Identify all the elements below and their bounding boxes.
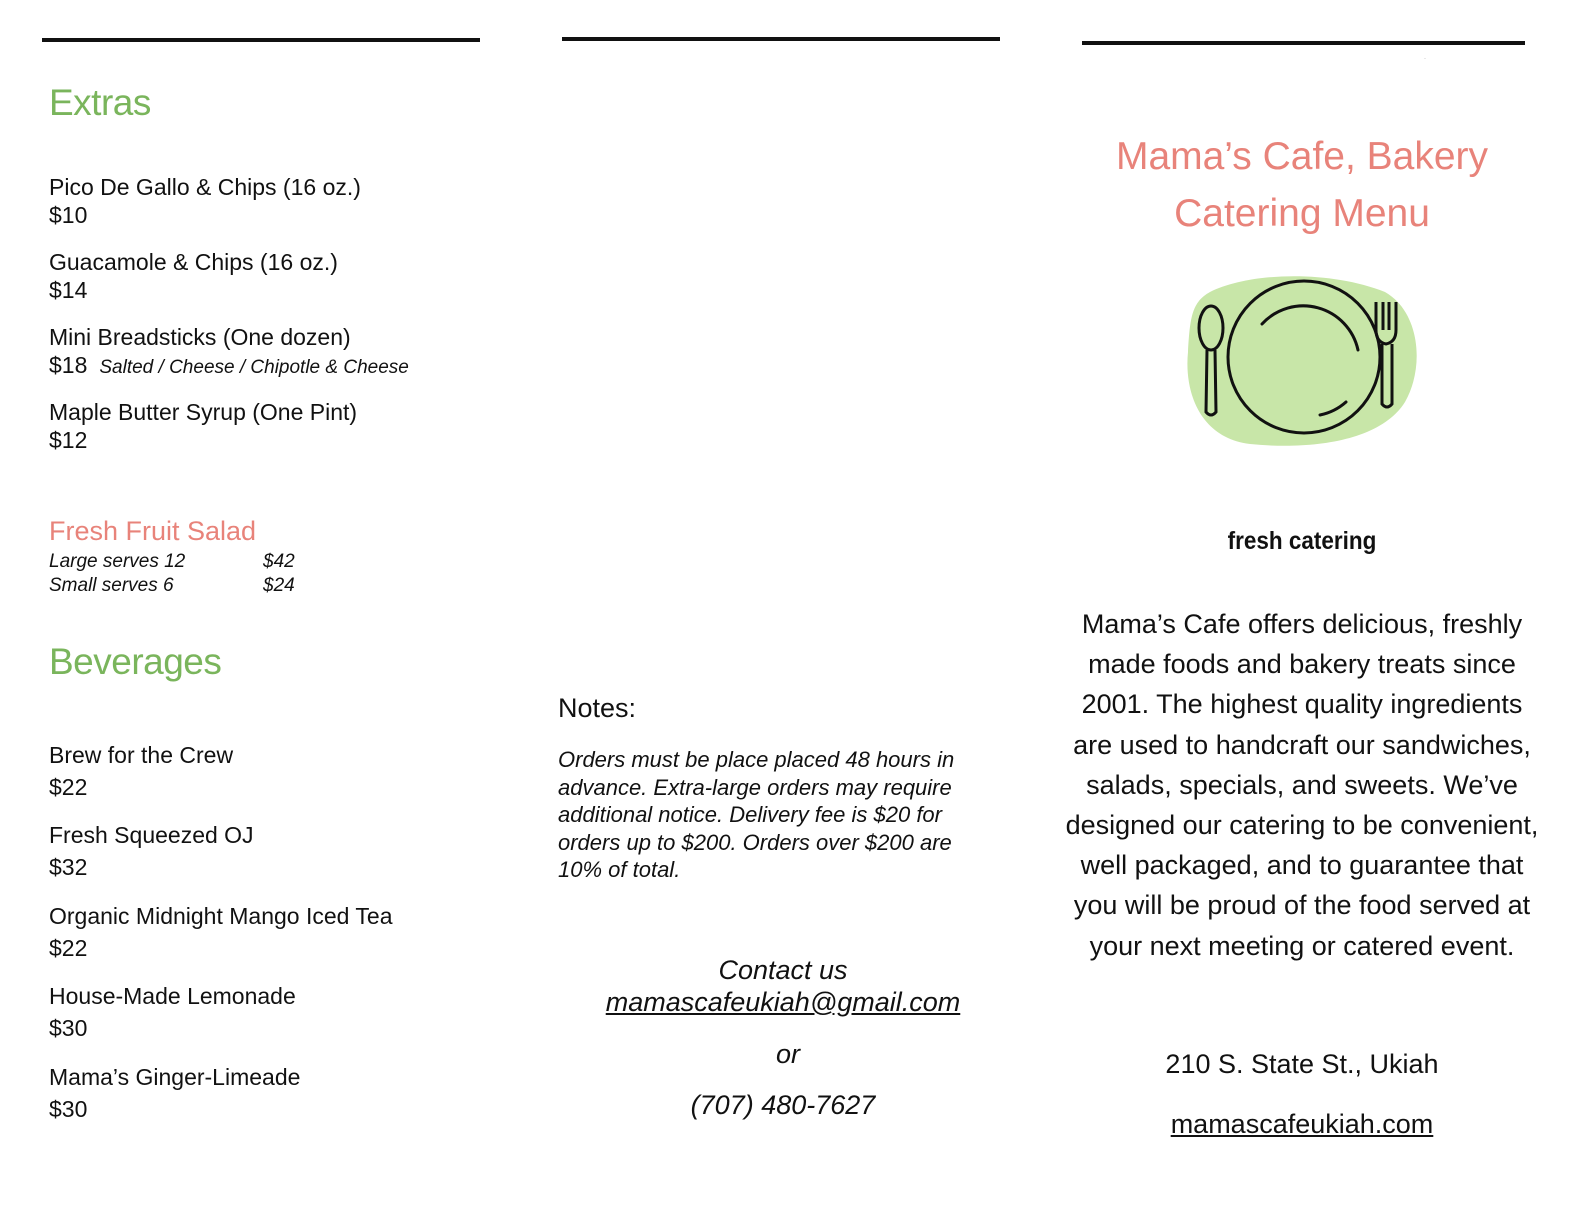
beverages-heading: Beverages bbox=[49, 641, 222, 682]
plate-illustration bbox=[1180, 272, 1425, 450]
cover-address: 210 S. State St., Ukiah bbox=[1165, 1049, 1439, 1079]
beverage-price: $30 bbox=[49, 1015, 88, 1041]
beverage-price: $22 bbox=[49, 774, 88, 800]
beverage-item bbox=[49, 1063, 300, 1123]
contact-email-link[interactable]: mamascafeukiah@gmail.com bbox=[605, 987, 961, 1017]
extras-item bbox=[49, 323, 409, 382]
item-name: Maple Butter Syrup (One Pint) bbox=[49, 399, 358, 425]
beverage-name: Organic Midnight Mango Iced Tea bbox=[49, 903, 393, 929]
notes-body: Orders must be place placed 48 hours in advance. Extra-large orders may require additional notice. Delivery fee is $20 for orders up to $200. Orders over $200 are 10% of total. bbox=[558, 747, 955, 882]
fruit-salad-heading: Fresh Fruit Salad bbox=[49, 516, 257, 546]
column-3-top-rule bbox=[1082, 41, 1525, 45]
cover-title bbox=[1062, 128, 1542, 242]
cover-title-line2: Catering Menu bbox=[1174, 192, 1430, 235]
item-name: Guacamole & Chips (16 oz.) bbox=[49, 249, 338, 275]
beverage-item bbox=[49, 902, 393, 962]
tiny-mark: · bbox=[1424, 56, 1426, 62]
fruit-price: $42 bbox=[263, 551, 295, 572]
fruit-size-label: Large serves 12 bbox=[49, 551, 186, 572]
item-name: Pico De Gallo & Chips (16 oz.) bbox=[49, 174, 361, 200]
cover-tagline: fresh catering bbox=[1227, 527, 1377, 555]
fruit-salad-row bbox=[49, 574, 295, 598]
beverage-name: Brew for the Crew bbox=[49, 742, 234, 768]
contact-or: or bbox=[775, 1039, 800, 1069]
extras-item bbox=[49, 398, 357, 454]
item-price: $10 bbox=[49, 202, 88, 228]
item-price: $14 bbox=[49, 277, 88, 303]
beverage-name: House-Made Lemonade bbox=[49, 983, 296, 1009]
column-2-top-rule bbox=[562, 37, 1000, 41]
fruit-price: $24 bbox=[263, 575, 295, 596]
item-name: Mini Breadsticks (One dozen) bbox=[49, 324, 351, 350]
beverage-item bbox=[49, 982, 296, 1042]
contact-email-line bbox=[563, 987, 1003, 1018]
item-price: $18 bbox=[49, 352, 88, 378]
beverage-price: $22 bbox=[49, 935, 88, 961]
contact-phone: (707) 480-7627 bbox=[690, 1090, 876, 1120]
extras-item bbox=[49, 248, 338, 304]
fruit-salad-row bbox=[49, 550, 295, 574]
beverage-name: Mama’s Ginger-Limeade bbox=[49, 1064, 301, 1090]
fruit-size-label: Small serves 6 bbox=[49, 575, 174, 596]
beverage-item bbox=[49, 741, 233, 801]
item-price: $12 bbox=[49, 427, 88, 453]
beverage-price: $30 bbox=[49, 1096, 88, 1122]
cover-website-link[interactable]: mamascafeukiah.com bbox=[1170, 1109, 1434, 1139]
column-1-top-rule bbox=[42, 38, 480, 42]
notes-heading: Notes: bbox=[558, 693, 637, 723]
extras-heading: Extras bbox=[49, 82, 151, 123]
contact-label: Contact us bbox=[718, 955, 848, 985]
plate-fork-spoon-icon bbox=[1180, 272, 1425, 450]
item-options: Salted / Cheese / Chipotle & Cheese bbox=[99, 357, 409, 378]
cover-title-line1: Mama’s Cafe, Bakery bbox=[1115, 135, 1489, 178]
cover-website-line bbox=[1062, 1109, 1542, 1140]
beverage-item bbox=[49, 821, 254, 881]
beverage-name: Fresh Squeezed OJ bbox=[49, 822, 254, 848]
extras-item bbox=[49, 173, 361, 229]
fruit-salad-table bbox=[49, 550, 295, 598]
beverage-price: $32 bbox=[49, 854, 88, 880]
cover-about: Mama’s Cafe offers delicious, freshly made foods and bakery treats since 2001. The highest quality ingredients are used to handcraft our sandwiches, salads, specials, and sweets. We’ve designed our catering to be convenient, well packaged, and to guarantee that you will be proud of the food served at your next meeting or catered event. bbox=[1065, 609, 1539, 961]
